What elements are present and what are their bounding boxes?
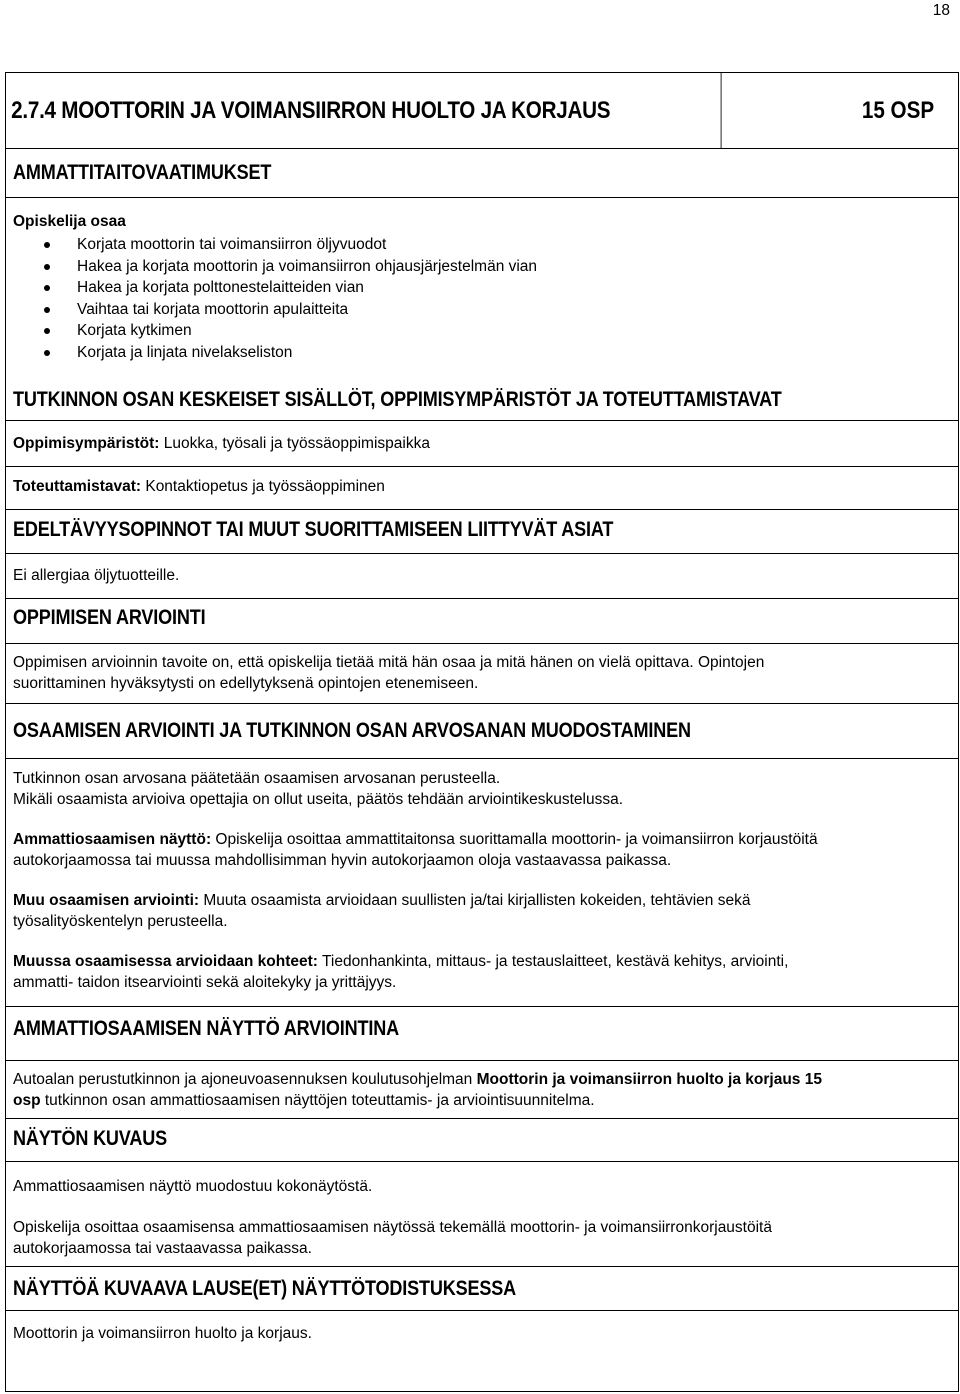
methods-text: Toteuttamistavat: Kontaktiopetus ja työssäoppiminen — [13, 478, 385, 495]
demo-eval-header: AMMATTIOSAAMISEN NÄYTTÖ ARVIOINTINA — [13, 1017, 399, 1040]
list-item: Korjata ja linjata nivelakseliston — [6, 342, 958, 364]
bullet-icon — [44, 264, 50, 270]
environments-row — [6, 421, 958, 467]
desc-header-row — [6, 1119, 958, 1162]
sentence-header-row — [6, 1267, 958, 1311]
skills-content-row — [6, 198, 958, 421]
desc-text-1: Ammattiosaamisen näyttö muodostuu kokonäytöstä. — [13, 1178, 373, 1195]
sentence-text: Moottorin ja voimansiirron huolto ja korjaus. — [13, 1325, 312, 1342]
module-title: 2.7.4 MOOTTORIN JA VOIMANSIIRRON HUOLTO JA KORJAUS — [6, 73, 722, 148]
title-row — [6, 73, 958, 149]
methods-row — [6, 467, 958, 510]
bullet-icon — [44, 307, 50, 313]
student-intro: Opiskelija osaa — [13, 213, 126, 230]
credits-label: 15 OSP — [861, 96, 935, 124]
prereq-text: Ei allergiaa öljytuotteille. — [13, 567, 180, 584]
learning-row — [6, 644, 958, 704]
list-item: Korjata kytkimen — [6, 320, 958, 342]
learning-text: Oppimisen arvioinnin tavoite on, että opiskelija tietää mitä hän osaa ja mitä hänen on vielä opittava. Opintojen suorittaminen hyväksytysti on edellytyksenä opintojen etenemiseen. — [13, 654, 765, 692]
page-number: 18 — [932, 2, 950, 19]
grading-row — [6, 759, 958, 1007]
desc-row — [6, 1162, 958, 1267]
module-document — [5, 72, 959, 1392]
environments-text: Oppimisympäristöt: Luokka, työsali ja työssäoppimispaikka — [13, 435, 430, 452]
list-item: Korjata moottorin tai voimansiirron öljyvuodot — [6, 234, 958, 256]
bullet-icon — [44, 328, 50, 334]
demo-eval-header-row — [6, 1007, 958, 1061]
demo-eval-row — [6, 1061, 958, 1119]
skills-list — [6, 234, 958, 363]
demo-eval-text: Autoalan perustutkinnon ja ajoneuvoasennuksen koulutusohjelman Moottorin ja voimansiirron huolto ja korjaus 15 osp tutkinnon osan ammattiosaamisen näyttöjen toteuttamis- ja arviointisuunnitelma. — [13, 1071, 822, 1109]
prereq-row — [6, 554, 958, 599]
bullet-icon — [44, 350, 50, 356]
learning-header: OPPIMISEN ARVIOINTI — [13, 606, 206, 629]
grading-header-row — [6, 704, 958, 759]
desc-text-2: Opiskelija osoittaa osaamisensa ammattiosaamisen näytössä tekemällä moottorin- ja voimansiirronkorjaustöitä autokorjaamossa tai vastaavassa paikassa. — [13, 1219, 772, 1257]
list-item: Hakea ja korjata polttonestelaitteiden vian — [6, 277, 958, 299]
skills-header-row — [6, 149, 958, 198]
content-header: TUTKINNON OSAN KESKEISET SISÄLLÖT, OPPIMISYMPÄRISTÖT JA TOTEUTTAMISTAVAT — [13, 388, 782, 411]
prereq-header: EDELTÄVYYSOPINNOT TAI MUUT SUORITTAMISEEN LIITTYVÄT ASIAT — [13, 518, 614, 541]
list-item: Hakea ja korjata moottorin ja voimansiirron ohjausjärjestelmän vian — [6, 256, 958, 278]
demo-text: Ammattiosaamisen näyttö: Opiskelija osoittaa ammattitaitonsa suorittamalla moottorin- ja voimansiirron korjaustöitä autokorjaamossa tai muussa mahdollisimman hyvin autokorjaamon oloja vastaavassa paikassa. — [13, 831, 818, 869]
grading-text: Tutkinnon osan arvosana päätetään osaamisen arvosanan perusteella. Mikäli osaamista arvioiva opettajia on ollut useita, päätös tehdään arviointikeskustelussa. — [13, 770, 624, 808]
desc-header: NÄYTÖN KUVAUS — [13, 1127, 167, 1150]
targets-text: Muussa osaamisessa arvioidaan kohteet: Tiedonhankinta, mittaus- ja testauslaitteet, kestävä kehitys, arviointi, ammatti- taidon itsearviointi sekä aloitekyky ja yrittäjyys. — [13, 953, 789, 991]
sentence-header: NÄYTTÖÄ KUVAAVA LAUSE(ET) NÄYTTÖTODISTUKSESSA — [13, 1277, 516, 1300]
grading-header: OSAAMISEN ARVIOINTI JA TUTKINNON OSAN ARVOSANAN MUODOSTAMINEN — [13, 719, 691, 742]
bullet-icon — [44, 242, 50, 248]
sentence-row — [6, 1311, 958, 1361]
learning-header-row — [6, 599, 958, 644]
other-assessment-text: Muu osaamisen arviointi: Muuta osaamista arvioidaan suullisten ja/tai kirjallisten kokeiden, tehtävien sekä työsalityöskentelyn perusteella. — [13, 892, 751, 930]
skills-header: AMMATTITAITOVAATIMUKSET — [13, 161, 272, 184]
prereq-header-row — [6, 510, 958, 554]
bullet-icon — [44, 285, 50, 291]
list-item: Vaihtaa tai korjata moottorin apulaitteita — [6, 299, 958, 321]
